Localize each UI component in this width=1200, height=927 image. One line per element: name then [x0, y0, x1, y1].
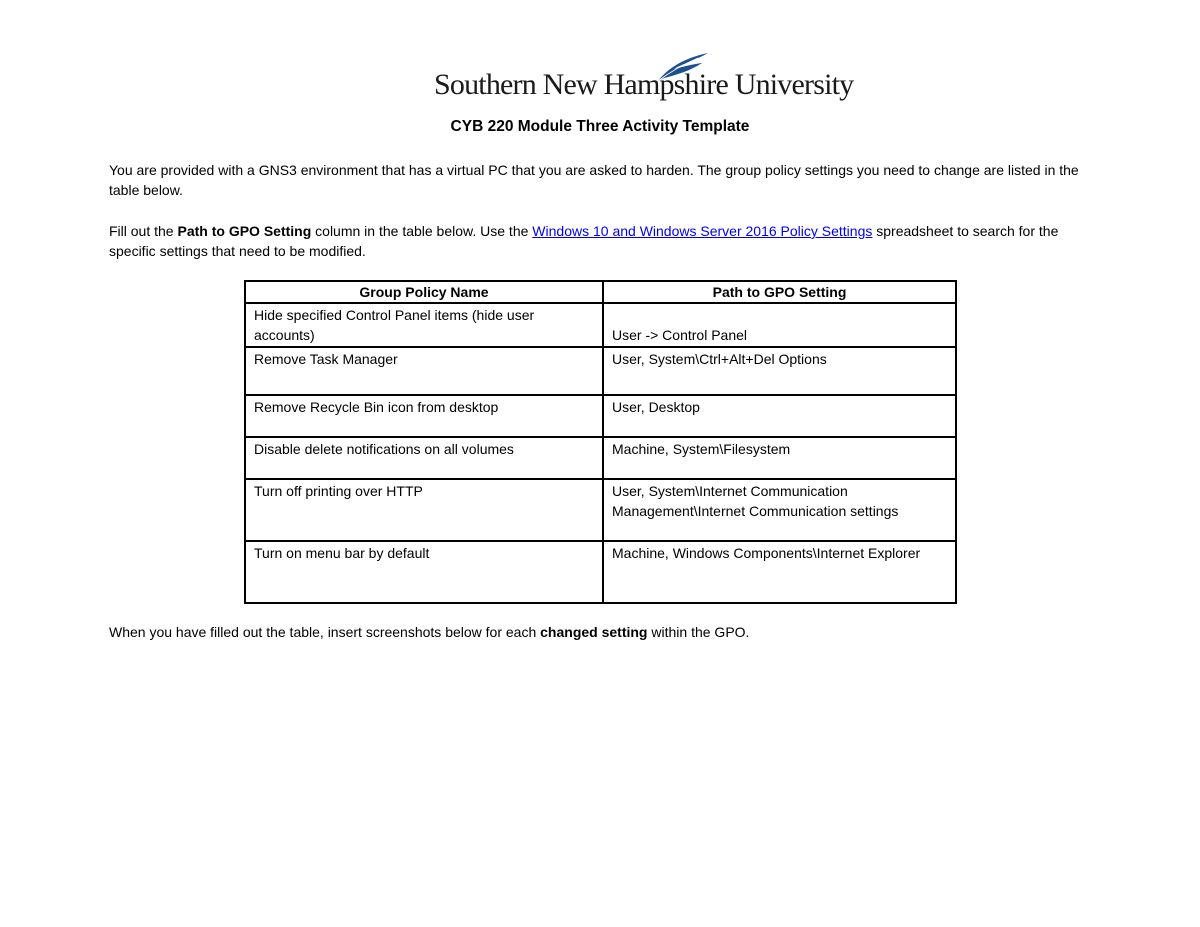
table-row	[245, 303, 956, 347]
gpo-path-cell: Machine, Windows Components\Internet Explorer	[603, 541, 956, 603]
gpo-path-cell: User, System\Internet Communication Management\Internet Communication settings	[603, 479, 956, 541]
gpo-table	[244, 280, 957, 604]
table-row	[245, 479, 956, 541]
header-group-policy-name: Group Policy Name	[245, 281, 603, 303]
gpo-path-cell: User, Desktop	[603, 395, 956, 437]
policy-name-cell: Turn off printing over HTTP	[245, 479, 603, 541]
table-header-row	[245, 281, 956, 303]
table-row	[245, 541, 956, 603]
closing-paragraph	[109, 622, 1099, 642]
instructions-text-3: spreadsheet to search for the specific settings that need to be modified.	[109, 223, 1059, 259]
instructions-text-2: column in the table below. Use the	[311, 223, 533, 239]
closing-bold: changed setting	[540, 624, 648, 640]
instructions-bold-column: Path to GPO Setting	[177, 223, 312, 239]
header-path-to-gpo-setting: Path to GPO Setting	[603, 281, 956, 303]
gpo-path-cell: User -> Control Panel	[603, 303, 956, 347]
policy-settings-link[interactable]: Windows 10 and Windows Server 2016 Policy Settings	[532, 223, 873, 239]
policy-name-cell: Disable delete notifications on all volumes	[245, 437, 603, 479]
policy-name-cell: Remove Task Manager	[245, 347, 603, 395]
page-title: CYB 220 Module Three Activity Template	[450, 118, 750, 135]
gpo-path-cell: User, System\Ctrl+Alt+Del Options	[603, 347, 956, 395]
closing-text-1: When you have filled out the table, insert screenshots below for each	[109, 624, 541, 640]
intro-paragraph: You are provided with a GNS3 environment that has a virtual PC that you are asked to harden. The group policy settings you need to change are listed in the table below.	[109, 162, 1079, 198]
closing-text-2: within the GPO.	[647, 624, 750, 640]
policy-name-cell: Remove Recycle Bin icon from desktop	[245, 395, 603, 437]
policy-name-cell: Turn on menu bar by default	[245, 541, 603, 603]
instructions-text-1: Fill out the	[109, 223, 178, 239]
table-row	[245, 437, 956, 479]
gpo-path-cell: Machine, System\Filesystem	[603, 437, 956, 479]
logo-wordmark: Southern New Hampshire University	[434, 68, 854, 101]
table-row	[245, 395, 956, 437]
instructions-paragraph	[109, 221, 1099, 261]
table-row	[245, 347, 956, 395]
university-logo	[434, 52, 854, 106]
policy-name-cell: Hide specified Control Panel items (hide user accounts)	[245, 303, 603, 347]
